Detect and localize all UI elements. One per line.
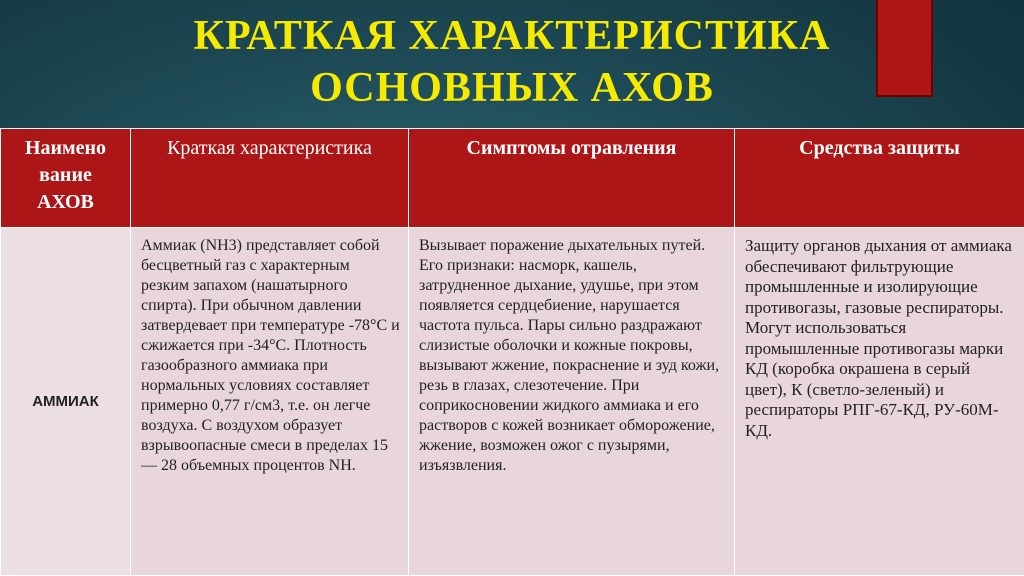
cell-symptoms: Вызывает поражение дыхательных путей. Его признаки: насморк, кашель, затрудненное дыхание, удушье, при этом появляется сердцебиение, нарушается частота пульса. Пары сильно раздражают слизистые оболочки и кожные покровы, вызывают жжение, покраснение и зуд кожи, резь в глазах, слезотечение. При соприкосновении жидкого аммиака и его растворов с кожей возникает обморожение, жжение, возможен ожог с пузырями, изъязвления.	[409, 228, 735, 576]
cell-substance-name: АММИАК	[1, 228, 131, 576]
table-header-row	[1, 129, 1024, 228]
header-symptoms: Симптомы отравления	[409, 129, 735, 228]
cell-protection: Защиту органов дыхания от аммиака обеспечивают фильтрующие промышленные и изолирующие противогазы, газовые респираторы. Могут использоваться промышленные противогазы марки КД (коробка окрашена в серый цвет), К (светло-зеленый) и респираторы РПГ-67-КД, РУ-60М-КД.	[735, 228, 1024, 576]
slide-title-line-2: ОСНОВНЫХ АХОВ	[310, 65, 714, 111]
slide-title	[0, 10, 1024, 114]
cell-characteristic: Аммиак (NH3) представляет собой бесцветный газ с характерным резким запахом (нашатырного спирта). При обычном давлении затвердевает при температуре -78°С и сжижается при -34°С. Плотность газообразного аммиака при нормальных условиях составляет примерно 0,77 г/см3, т.е. он легче воздуха. С воздухом образует взрывоопасные смеси в пределах 15 — 28 объемных процентов NH.	[131, 228, 409, 576]
slide-title-line-1: КРАТКАЯ ХАРАКТЕРИСТИКА	[193, 13, 831, 59]
header-name: Наимено вание АХОВ	[1, 129, 131, 228]
header-characteristic: Краткая характеристика	[131, 129, 409, 228]
header-protection: Средства защиты	[735, 129, 1024, 228]
ahov-table	[0, 128, 1024, 576]
decorative-red-tab	[876, 0, 933, 97]
table-row	[1, 228, 1024, 576]
